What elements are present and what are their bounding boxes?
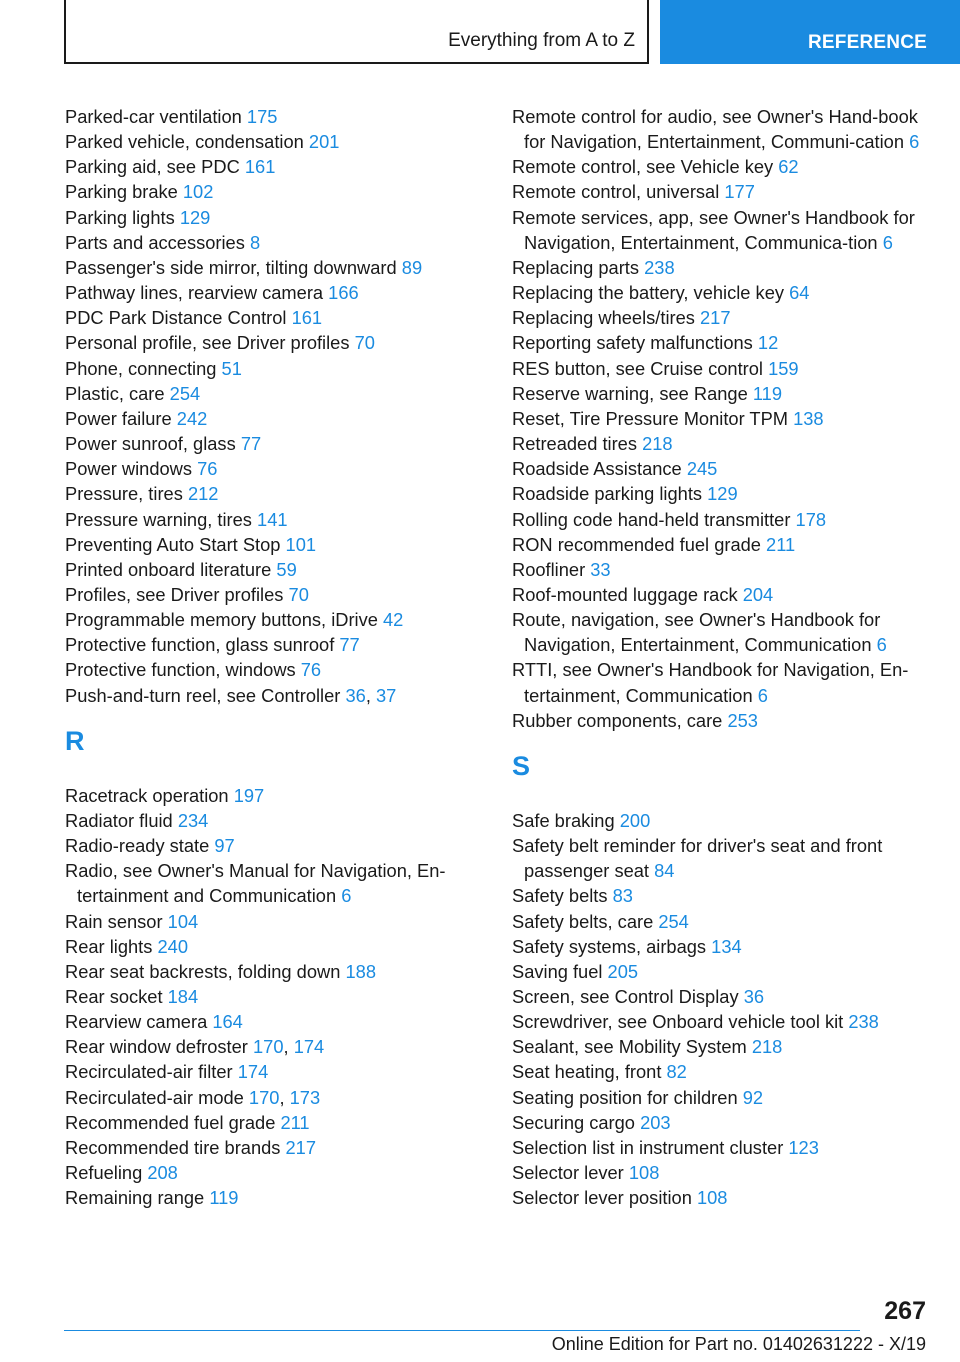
page-reference-link[interactable]: 253 bbox=[727, 709, 758, 731]
page-reference-link[interactable]: 203 bbox=[640, 1111, 671, 1133]
page-reference-link[interactable]: 92 bbox=[742, 1086, 764, 1108]
index-entry-term: RON recommended fuel grade bbox=[512, 533, 761, 555]
index-letter-heading: R bbox=[65, 725, 85, 756]
page-reference-link[interactable]: 159 bbox=[768, 357, 799, 379]
index-entry-term: Phone, connecting bbox=[65, 357, 217, 379]
page-reference-link[interactable]: 238 bbox=[644, 256, 675, 278]
page-reference-link[interactable]: 218 bbox=[751, 1036, 783, 1058]
index-entry bbox=[512, 883, 932, 908]
index-entry bbox=[65, 934, 485, 959]
page-reference-link[interactable]: 70 bbox=[354, 332, 375, 354]
index-entry bbox=[65, 1110, 485, 1135]
index-entry bbox=[65, 154, 485, 179]
index-entry-term: Replacing the battery, vehicle key bbox=[512, 282, 784, 304]
index-entry bbox=[512, 833, 932, 883]
page-reference-link[interactable]: 12 bbox=[757, 332, 779, 354]
index-entry bbox=[512, 356, 932, 381]
page-reference-link[interactable]: 212 bbox=[187, 483, 219, 505]
page-reference-link[interactable]: 141 bbox=[257, 508, 288, 530]
index-entry bbox=[512, 1110, 932, 1135]
index-entry-term: Push-and-turn reel, see Controller bbox=[65, 684, 341, 706]
index-entry bbox=[512, 657, 932, 707]
index-entry bbox=[65, 657, 485, 682]
index-entry bbox=[65, 230, 485, 255]
index-entry-term: Radio-ready state bbox=[65, 835, 210, 857]
index-entry bbox=[65, 582, 485, 607]
index-entry bbox=[512, 1185, 932, 1210]
index-entry bbox=[512, 1135, 932, 1160]
page-reference-link[interactable]: 173 bbox=[289, 1086, 321, 1108]
reference-tab[interactable] bbox=[660, 0, 960, 64]
index-entry-term: Remaining range bbox=[65, 1187, 205, 1209]
page-reference-link[interactable]: 33 bbox=[590, 558, 611, 580]
index-entry bbox=[512, 1085, 932, 1110]
index-entry bbox=[65, 557, 485, 582]
index-entry-term: Safety belts bbox=[512, 885, 608, 907]
page-reference-link[interactable]: 37 bbox=[376, 684, 397, 706]
page-reference-link[interactable]: 177 bbox=[724, 181, 755, 203]
index-entry-term: Racetrack operation bbox=[65, 784, 229, 806]
index-entry-term: Selector lever bbox=[512, 1162, 624, 1184]
index-entry bbox=[512, 507, 932, 532]
footer-edition: Online Edition for Part no. 01402631222 - X/19 bbox=[551, 1334, 926, 1354]
index-entry-term: Remote services, app, see Owner's Handbook for Navigation, Entertainment, Communica‐tion bbox=[512, 206, 915, 253]
index-entry-term: Refueling bbox=[65, 1162, 143, 1184]
page-reference-link[interactable]: 234 bbox=[177, 809, 209, 831]
index-entry-term: Route, navigation, see Owner's Handbook for Navigation, Entertainment, Communication bbox=[512, 609, 881, 656]
page-reference-link[interactable]: 205 bbox=[607, 960, 639, 982]
page-reference-link[interactable]: 108 bbox=[696, 1187, 728, 1209]
index-entry bbox=[65, 984, 485, 1009]
page-reference-link[interactable]: 59 bbox=[276, 558, 297, 580]
index-entry-term: Power sunroof, glass bbox=[65, 433, 236, 455]
index-entry-term: Parked vehicle, condensation bbox=[65, 131, 304, 153]
page-reference-link[interactable]: 242 bbox=[176, 407, 208, 429]
index-entry bbox=[512, 305, 932, 330]
index-entry bbox=[65, 959, 485, 984]
index-entry-term: Pressure, tires bbox=[65, 483, 183, 505]
index-entry bbox=[512, 104, 932, 154]
index-entry bbox=[512, 330, 932, 355]
index-entry-term: Rear window defroster bbox=[65, 1036, 248, 1058]
page-reference-link[interactable]: 174 bbox=[237, 1061, 269, 1083]
index-entry-term: Selection list in instrument cluster bbox=[512, 1136, 784, 1158]
section-title: Everything from A to Z bbox=[448, 30, 635, 51]
index-entry-term: Remote control for audio, see Owner's Hand‐book for Navigation, Entertainment, Communi‐cation bbox=[512, 106, 918, 153]
index-entry-term: Power failure bbox=[65, 407, 172, 429]
index-entry-term: Seating position for children bbox=[512, 1086, 738, 1108]
page-reference-link[interactable]: 174 bbox=[293, 1036, 325, 1058]
index-entry-term: Retreaded tires bbox=[512, 433, 637, 455]
page-reference-link[interactable]: 76 bbox=[197, 458, 218, 480]
page-reference-link[interactable]: 83 bbox=[612, 885, 633, 907]
index-entry-term: Parking lights bbox=[65, 206, 175, 228]
index-entry-term: Securing cargo bbox=[512, 1111, 635, 1133]
page-reference-link[interactable]: 134 bbox=[711, 935, 742, 957]
page-reference-link[interactable]: 178 bbox=[795, 508, 827, 530]
index-entry-term: Replacing wheels/tires bbox=[512, 307, 695, 329]
page-reference-link[interactable]: 238 bbox=[848, 1011, 879, 1033]
page-reference-link[interactable]: 129 bbox=[179, 206, 211, 228]
page-reference-link[interactable]: 218 bbox=[642, 433, 673, 455]
index-letter-heading: S bbox=[512, 750, 531, 781]
index-entry bbox=[65, 305, 485, 330]
index-entry: Push-and-turn reel, see Controller 36, 37 bbox=[65, 684, 397, 706]
index-entry bbox=[512, 909, 932, 934]
index-entry bbox=[512, 205, 932, 255]
index-entry-term: Printed onboard literature bbox=[65, 558, 272, 580]
index-entry bbox=[512, 406, 932, 431]
index-entry-term: Reset, Tire Pressure Monitor TPM bbox=[512, 407, 788, 429]
index-entry bbox=[65, 607, 485, 632]
index-entry bbox=[512, 1009, 932, 1034]
index-entry bbox=[512, 381, 932, 406]
index-entry bbox=[512, 532, 932, 557]
index-entry-term: Rearview camera bbox=[65, 1011, 208, 1033]
index-entry-term: Power windows bbox=[65, 458, 193, 480]
page-reference-link[interactable]: 76 bbox=[300, 659, 322, 681]
index-entry-term: Safety belts, care bbox=[512, 910, 654, 932]
index-entry-term: Pathway lines, rearview camera bbox=[65, 282, 324, 304]
index-entry-term: Programmable memory buttons, iDrive bbox=[65, 609, 378, 631]
index-entry-term: Parts and accessories bbox=[65, 231, 245, 253]
index-entry-term: RES button, see Cruise control bbox=[512, 357, 763, 379]
index-entry bbox=[65, 632, 485, 657]
index-entry-term: Preventing Auto Start Stop bbox=[65, 533, 281, 555]
page-reference-link[interactable]: 119 bbox=[752, 382, 783, 404]
page-reference-link[interactable]: 97 bbox=[214, 835, 235, 857]
index-entry-term: Parking brake bbox=[65, 181, 178, 203]
index-entry bbox=[512, 582, 932, 607]
index-entry-term: RTTI, see Owner's Handbook for Navigation, En‐tertainment, Communication bbox=[512, 659, 909, 706]
page-reference-link[interactable]: 70 bbox=[288, 583, 309, 605]
index-entry-term: Rear lights bbox=[65, 935, 153, 957]
index-entry bbox=[65, 481, 485, 506]
index-entry-term: Remote control, universal bbox=[512, 181, 720, 203]
index-entry bbox=[512, 179, 932, 204]
index-entry-term: Seat heating, front bbox=[512, 1061, 662, 1083]
page-reference-link[interactable]: 36 bbox=[345, 684, 366, 706]
page-reference-link[interactable]: 77 bbox=[339, 634, 360, 656]
index-entry bbox=[512, 481, 932, 506]
page-reference-link[interactable]: 200 bbox=[619, 809, 651, 831]
page-reference-link[interactable]: 89 bbox=[401, 256, 423, 278]
index-entry-term: Parking aid, see PDC bbox=[65, 156, 240, 178]
index-entry bbox=[65, 1009, 485, 1034]
page-reference-link[interactable]: 108 bbox=[628, 1162, 660, 1184]
index-entry bbox=[65, 808, 485, 833]
index-entry bbox=[65, 255, 485, 280]
index-entry-term: Passenger's side mirror, tilting downward bbox=[65, 256, 397, 278]
page-reference-link[interactable]: 197 bbox=[233, 784, 265, 806]
page-reference-link[interactable]: 8 bbox=[249, 231, 261, 253]
page-reference-link[interactable]: 6 bbox=[876, 634, 887, 656]
index-entry-term: Reserve warning, see Range bbox=[512, 382, 748, 404]
page-reference-link[interactable]: 64 bbox=[789, 282, 810, 304]
page-reference-link[interactable]: 82 bbox=[666, 1061, 687, 1083]
index-entry-term: Profiles, see Driver profiles bbox=[65, 583, 284, 605]
page-number: 267 bbox=[884, 1297, 926, 1325]
page-reference-link[interactable]: 184 bbox=[167, 986, 199, 1007]
page-reference-link[interactable]: 217 bbox=[700, 307, 731, 329]
index-entry-term: Screen, see Control Display bbox=[512, 986, 739, 1007]
index-entry bbox=[512, 1034, 932, 1059]
page-reference-link[interactable]: 170 bbox=[253, 1036, 284, 1058]
index-entry bbox=[65, 1135, 485, 1160]
index-entry bbox=[65, 179, 485, 204]
index-entry-term: Rain sensor bbox=[65, 910, 163, 932]
index-entry-term: Safety systems, airbags bbox=[512, 935, 707, 957]
index-entry-term: Saving fuel bbox=[512, 960, 603, 982]
index-entry bbox=[512, 280, 932, 305]
index-entry bbox=[65, 858, 485, 908]
page-reference-link[interactable]: 138 bbox=[793, 407, 824, 429]
index-column-left bbox=[65, 104, 485, 1210]
page-reference-link[interactable]: 42 bbox=[383, 609, 404, 631]
index-entry-term: Personal profile, see Driver profiles bbox=[65, 332, 350, 354]
page-reference-link[interactable]: 36 bbox=[743, 986, 765, 1007]
index-entry bbox=[512, 1160, 932, 1185]
index-entry bbox=[65, 909, 485, 934]
index-entry bbox=[512, 154, 932, 179]
page-reference-link[interactable]: 51 bbox=[221, 357, 242, 379]
page-reference-link[interactable]: 208 bbox=[147, 1162, 178, 1184]
index-entry-term: Roofliner bbox=[512, 558, 586, 580]
footer-divider bbox=[64, 1330, 860, 1331]
index-entry bbox=[65, 381, 485, 406]
index-entry-term: Recommended fuel grade bbox=[65, 1111, 276, 1133]
index-entry bbox=[65, 1185, 485, 1210]
page-reference-link[interactable]: 254 bbox=[169, 382, 201, 404]
page-reference-link[interactable]: 170 bbox=[248, 1086, 280, 1108]
index-entry bbox=[512, 984, 932, 1009]
index-entry bbox=[65, 456, 485, 481]
page-reference-link[interactable]: 161 bbox=[244, 156, 276, 178]
header-section-box bbox=[64, 0, 649, 64]
index-entry bbox=[512, 431, 932, 456]
page-reference-link[interactable]: 245 bbox=[686, 458, 718, 480]
index-entry-term: PDC Park Distance Control bbox=[65, 307, 287, 329]
page-reference-link[interactable]: 240 bbox=[157, 935, 188, 957]
index-column-right bbox=[512, 104, 932, 1210]
page-reference-link[interactable]: 6 bbox=[909, 131, 920, 153]
page-reference-link[interactable]: 119 bbox=[209, 1187, 239, 1209]
reference-tab-label: REFERENCE bbox=[808, 32, 927, 53]
page-reference-link[interactable]: 123 bbox=[788, 1136, 819, 1158]
page-reference-link[interactable]: 62 bbox=[778, 156, 799, 178]
page-reference-link[interactable]: 211 bbox=[766, 533, 796, 555]
index-entry bbox=[512, 808, 932, 833]
index-entry bbox=[512, 708, 932, 733]
index-entry-term: Rear socket bbox=[65, 986, 163, 1007]
page-reference-link[interactable]: 77 bbox=[240, 433, 262, 455]
index-entry bbox=[512, 456, 932, 481]
index-entry-term: Safety belt reminder for driver's seat and front passenger seat bbox=[512, 835, 883, 882]
index-entry bbox=[65, 1160, 485, 1185]
index-entry-term: Reporting safety malfunctions bbox=[512, 332, 753, 354]
page-reference-link[interactable]: 188 bbox=[345, 960, 376, 982]
page-reference-link[interactable]: 166 bbox=[328, 282, 359, 304]
index-entry-term: Radiator fluid bbox=[65, 809, 173, 831]
page-reference-link[interactable]: 217 bbox=[285, 1136, 317, 1158]
index-entry bbox=[65, 431, 485, 456]
index-entry-term: Rolling code hand-held transmitter bbox=[512, 508, 791, 530]
page-reference-link[interactable]: 102 bbox=[182, 181, 214, 203]
index-entry bbox=[65, 356, 485, 381]
page-reference-link[interactable]: 6 bbox=[757, 684, 768, 706]
page-reference-link[interactable]: 204 bbox=[742, 583, 774, 605]
index-entry-term: Recommended tire brands bbox=[65, 1136, 281, 1158]
index-entry-term: Pressure warning, tires bbox=[65, 508, 252, 530]
index-entry bbox=[65, 1059, 485, 1084]
index-entry-term: Screwdriver, see Onboard vehicle tool kit bbox=[512, 1011, 844, 1033]
page-reference-link[interactable]: 6 bbox=[341, 885, 352, 907]
index-entry bbox=[512, 607, 932, 657]
index-entry-term: Plastic, care bbox=[65, 382, 165, 404]
index-entry-term: Sealant, see Mobility System bbox=[512, 1036, 747, 1058]
index-entry-term: Recirculated-air filter bbox=[65, 1061, 233, 1083]
index-entry-term: Remote control, see Vehicle key bbox=[512, 156, 774, 178]
index-entry bbox=[65, 532, 485, 557]
index-entry bbox=[65, 507, 485, 532]
index-entry bbox=[65, 783, 485, 808]
page-reference-link[interactable]: 129 bbox=[707, 483, 738, 505]
index-entry bbox=[65, 280, 485, 305]
index-entry-term: Protective function, windows bbox=[65, 659, 296, 681]
index-entry bbox=[512, 255, 932, 280]
index-entry-term: Rear seat backrests, folding down bbox=[65, 960, 341, 982]
index-entry-term: Roadside Assistance bbox=[512, 458, 682, 480]
index-entry bbox=[65, 129, 485, 154]
index-entry-term: Safe braking bbox=[512, 809, 615, 831]
page-reference-link[interactable]: 104 bbox=[167, 910, 199, 932]
index-entry-term: Rubber components, care bbox=[512, 709, 723, 731]
page-reference-link[interactable]: 6 bbox=[882, 231, 893, 253]
index-entry-term: Recirculated-air mode bbox=[65, 1086, 244, 1108]
page-reference-link[interactable]: 175 bbox=[246, 106, 278, 127]
index-entry-term: Roadside parking lights bbox=[512, 483, 703, 505]
page-reference-link[interactable]: 254 bbox=[658, 910, 689, 932]
index-entry-term: Roof-mounted luggage rack bbox=[512, 583, 738, 605]
page-reference-link[interactable]: 201 bbox=[308, 131, 340, 153]
page-reference-link[interactable]: 84 bbox=[654, 860, 675, 882]
index-entry-term: Radio, see Owner's Manual for Navigation, En‐tertainment and Communication bbox=[65, 860, 446, 907]
page-reference-link[interactable]: 211 bbox=[280, 1111, 310, 1133]
index-entry-term: Protective function, glass sunroof bbox=[65, 634, 335, 656]
index-entry bbox=[512, 959, 932, 984]
index-entry-term: Parked-car ventilation bbox=[65, 106, 242, 127]
index-entry bbox=[512, 934, 932, 959]
index-entry bbox=[512, 1059, 932, 1084]
index-entry bbox=[65, 406, 485, 431]
page-reference-link[interactable]: 161 bbox=[291, 307, 323, 329]
index-entry-term: Replacing parts bbox=[512, 256, 640, 278]
index-entry: Recirculated-air mode 170, 173 bbox=[65, 1086, 321, 1108]
index-entry-term: Selector lever position bbox=[512, 1187, 692, 1209]
page-reference-link[interactable]: 101 bbox=[285, 533, 317, 555]
page-reference-link[interactable]: 164 bbox=[212, 1011, 243, 1033]
index-entry: Rear window defroster 170, 174 bbox=[65, 1036, 325, 1058]
index-entry bbox=[65, 205, 485, 230]
index-entry bbox=[65, 330, 485, 355]
index-entry bbox=[65, 833, 485, 858]
index-entry bbox=[512, 557, 932, 582]
index-entry bbox=[65, 104, 485, 129]
